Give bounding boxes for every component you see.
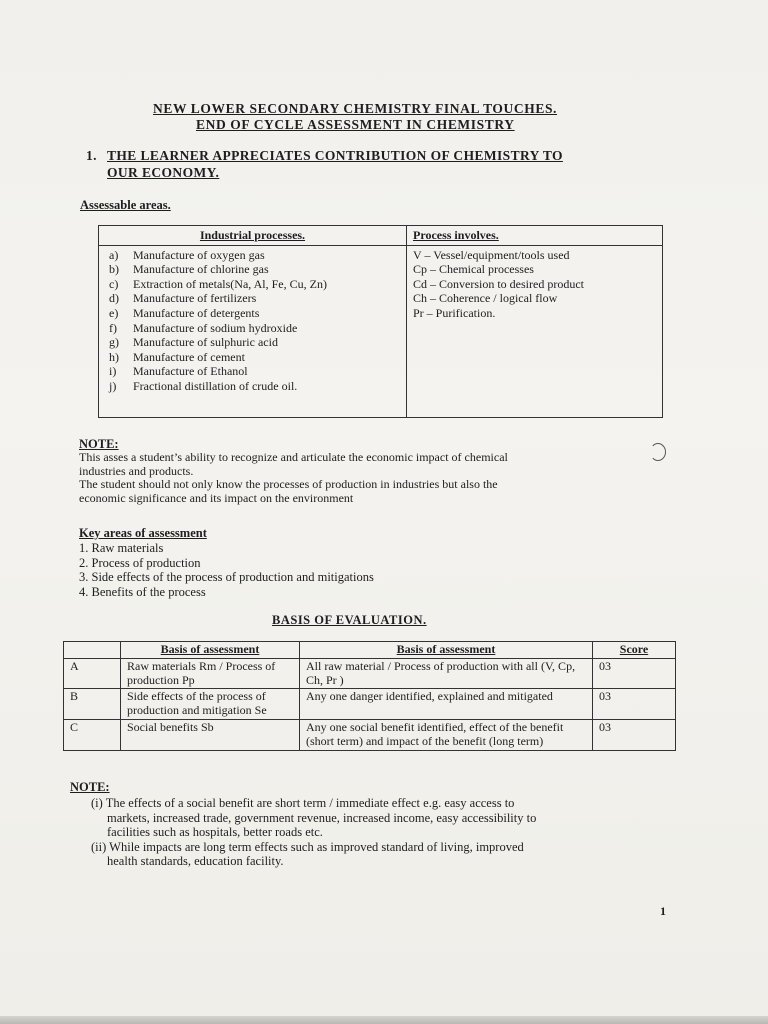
eval-id-header [64,642,121,659]
list-item-letter: d) [109,291,119,306]
note2-line: (ii) While impacts are long term effects such as improved standard of living, improved [91,839,524,854]
industrial-processes-list [105,248,400,394]
eval-score: 03 [593,689,676,720]
margin-mark [650,443,666,461]
section-heading-line2: OUR ECONOMY. [107,165,220,180]
list-item: Cd – Conversion to desired product [413,276,584,291]
eval-id: C [64,719,121,750]
key-areas-heading: Key areas of assessment [79,526,207,540]
process-involves-list [413,248,656,321]
industrial-processes-header: Industrial processes. [99,226,407,246]
note-line: The student should not only know the processes of production in industries but also the [79,477,498,491]
list-item [105,291,400,306]
list-item: Ch – Coherence / logical flow [413,291,558,306]
page-number: 1 [660,904,666,918]
list-item-letter: h) [109,349,119,364]
note-line: This asses a student’s ability to recognize and articulate the economic impact of chemical [79,450,508,464]
note2-line: markets, increased trade, government revenue, increased income, easy accessibility to [107,810,537,825]
list-item-letter: c) [109,276,119,291]
list-item-text: Manufacture of sodium hydroxide [133,320,298,335]
note2-line: (i) The effects of a social benefit are short term / immediate effect e.g. easy access to [91,796,515,810]
list-item-letter: e) [109,305,119,320]
eval-basis: Raw materials Rm / Process of production Pp [121,658,300,689]
assessable-areas-table [98,225,663,418]
key-area-item: 1. Raw materials [79,541,164,555]
evaluation-table [63,641,676,751]
eval-detail: Any one danger identified, explained and mitigated [300,689,593,720]
list-item-letter: f) [109,320,117,335]
list-item-letter: g) [109,335,119,350]
list-item-letter: a) [109,247,119,262]
eval-score-header: Score [593,642,676,659]
eval-basis: Social benefits Sb [121,719,300,750]
list-item [105,248,400,263]
note2-text [91,796,536,869]
section-heading-line1: THE LEARNER APPRECIATES CONTRIBUTION OF CHEMISTRY TO [107,148,563,163]
list-item-letter: b) [109,262,119,277]
note2-line: facilities such as hospitals, better roads etc. [107,825,323,840]
evaluation-heading: BASIS OF EVALUATION. [272,613,427,627]
list-item-text: Manufacture of sulphuric acid [133,335,278,350]
section-number: 1. [86,148,97,163]
list-item-text: Manufacture of Ethanol [133,364,248,379]
list-item-letter: i) [109,364,117,379]
note-text [79,451,508,505]
list-item-text: Extraction of metals(Na, Al, Fe, Cu, Zn) [133,276,327,291]
list-item [105,335,400,350]
note2-line: health standards, education facility. [107,854,284,869]
eval-detail-header: Basis of assessment [300,642,593,659]
list-item [105,277,400,292]
list-item: Cp – Chemical processes [413,262,534,277]
key-area-item: 2. Process of production [79,555,201,570]
list-item [105,262,400,277]
note-label: NOTE: [79,437,119,451]
list-item-text: Manufacture of cement [133,349,245,364]
list-item [105,364,400,379]
document-title-line1: NEW LOWER SECONDARY CHEMISTRY FINAL TOUCHES. [153,101,558,116]
list-item-text: Manufacture of detergents [133,305,260,320]
assessable-areas-label: Assessable areas. [80,198,171,212]
list-item-text: Manufacture of fertilizers [133,291,257,306]
table-row [64,719,676,750]
process-involves-cell [407,245,663,417]
key-areas-list [79,541,374,599]
key-area-item: 3. Side effects of the process of production and mitigations [79,570,374,585]
list-item-text: Manufacture of oxygen gas [133,247,265,262]
eval-score: 03 [593,719,676,750]
eval-detail: Any one social benefit identified, effect of the benefit (short term) and impact of the benefit (long term) [300,719,593,750]
eval-basis: Side effects of the process of production and mitigation Se [121,689,300,720]
industrial-processes-cell [99,245,407,417]
list-item-text: Fractional distillation of crude oil. [133,378,298,393]
eval-detail: All raw material / Process of production with all (V, Cp, Ch, Pr ) [300,658,593,689]
eval-id: A [64,658,121,689]
eval-score: 03 [593,658,676,689]
note-line: economic significance and its impact on the environment [79,490,354,505]
table-row [64,658,676,689]
note2-label: NOTE: [70,780,110,794]
list-item [105,321,400,336]
document-title-line2: END OF CYCLE ASSESSMENT IN CHEMISTRY [196,117,515,132]
process-involves-header: Process involves. [407,226,663,246]
list-item: V – Vessel/equipment/tools used [413,247,570,262]
page-bottom-edge [0,1016,768,1024]
list-item [105,306,400,321]
key-area-item: 4. Benefits of the process [79,584,206,599]
note-line: industries and products. [79,463,194,478]
list-item-letter: j) [109,378,117,393]
list-item: Pr – Purification. [413,305,496,320]
table-row [64,689,676,720]
eval-id: B [64,689,121,720]
eval-basis-header: Basis of assessment [121,642,300,659]
list-item [105,379,400,394]
list-item [105,350,400,365]
list-item-text: Manufacture of chlorine gas [133,262,269,277]
